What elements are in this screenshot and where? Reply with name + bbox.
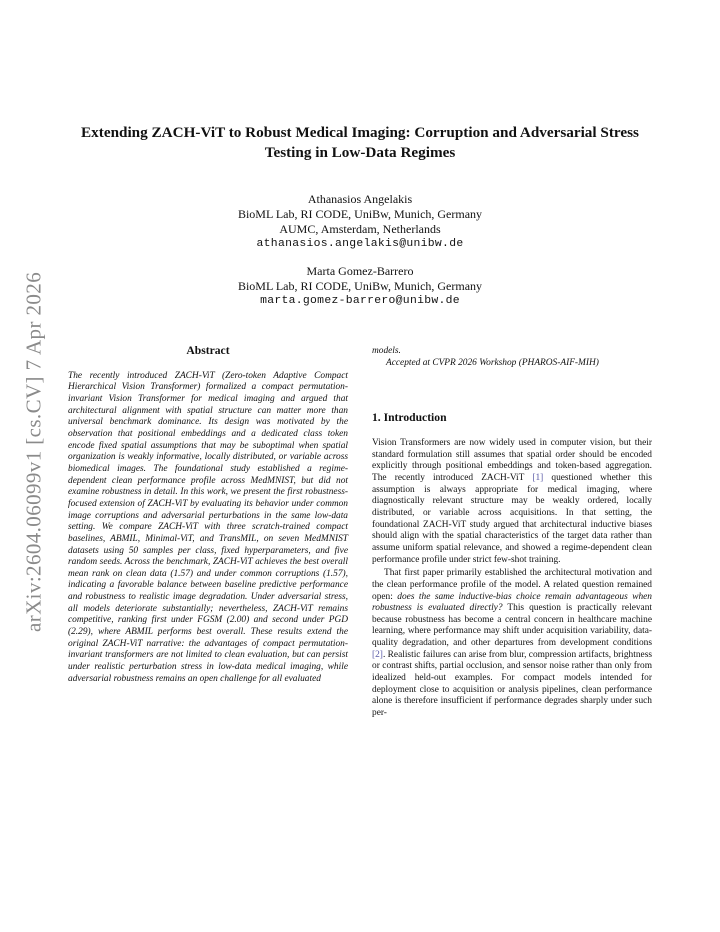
author-name: Athanasios Angelakis [307,192,413,206]
abstract-heading: Abstract [186,344,230,357]
citation-link[interactable]: [1] [532,472,544,483]
author-email[interactable]: marta.gomez-barrero@unibw.de [260,295,460,307]
author-block [120,192,600,252]
left-column [68,345,348,685]
author-affiliation: AUMC, Amsterdam, Netherlands [279,222,441,236]
abstract-continuation: models. [372,346,401,356]
section-heading-introduction: 1. Introduction [372,411,447,425]
author-email[interactable]: athanasios.angelakis@unibw.de [256,238,464,250]
right-column [372,346,652,720]
citation-link[interactable]: [2] [372,649,383,660]
author-affiliation: BioML Lab, RI CODE, UniBw, Munich, Germany [237,207,483,221]
intro-paragraph-1: Vision Transformers are now widely used in computer vision, but their standard formulation still assumes that spatial order should be encoded explicitly through positional embeddings and token-based aggregation. The recently introduced ZACH-ViT [1] questioned whether this assumption is always appropriate for medical imaging, where diagnostically relevant structure may be weakly ordered, locally distributed, or variable across acquisitions. In that setting, the foundational ZACH-ViT study argued that architectural inductive biases should align with the spatial characteristics of the target data rather than assume uniform spatial relevance, and showed a regime-dependent clean performance profile under strict few-shot training. [372,437,652,565]
abstract-body: The recently introduced ZACH-ViT (Zero-token Adaptive Compact Hierarchical Vision Transformer) formalized a compact permutation-invariant Vision Transformer for medical imaging and argued that architectural alignment with spatial structure can matter more than universal benchmark dominance. Its design was motivated by the observation that positional embeddings and a dedicated class token encode fixed spatial assumptions that may be suboptimal when spatial organization is weakly informative, locally distributed, or variable across biomedical images. The foundational study established a regime-dependent clean performance profile across MedMNIST, but did not examine robustness in detail. In this work, we present the first robustness-focused extension of ZACH-ViT by evaluating its behavior under common image corruptions and adversarial perturbations in the same low-data setting. We compare ZACH-ViT with three scratch-trained compact baselines, ABMIL, Minimal-ViT, and TransMIL, on seven MedMNIST datasets using 50 samples per class, fixed hyperparameters, and five random seeds. Across the benchmark, ZACH-ViT achieves the best overall mean rank on clean data (1.57) and under common corruptions (1.57), indicating a favorable balance between baseline predictive performance and robustness to realistic image degradation. Under adversarial stress, all models deteriorate substantially; nevertheless, ZACH-ViT remains competitive, ranking first under FGSM (2.00) and second under PGD (2.29), where ABMIL performs best overall. These results extend the original ZACH-ViT narrative: the advantages of compact permutation-invariant transformers are not limited to clean evaluation, but can persist under realistic perturbation stress in low-data medical imaging, while adversarial robustness remains an open challenge for all evaluated [68,370,348,684]
paper-title: Extending ZACH-ViT to Robust Medical Imaging: Corruption and Adversarial Stress Testing in Low-Data Regimes [81,124,639,161]
intro-paragraph-2: That first paper primarily established the architectural motivation and the clean performance profile of the model. A related question remained open: does the same inductive-bias choice remain advantageous when robustness is evaluated directly? This question is practically relevant because robustness has become a central concern in healthcare machine learning, where performance may shift under acquisition variability, data-quality degradation, and other departures from development conditions [2]. Realistic failures can arise from blur, compression artifacts, brightness or contrast shifts, partial occlusion, and sensor noise rather than only from idealized held-out examples. For compact models intended for deployment close to acquisition or analysis pipelines, clean performance alone is therefore insufficient if performance degrades sharply under such per- [372,568,652,719]
author-name: Marta Gomez-Barrero [306,264,414,278]
author-affiliation: BioML Lab, RI CODE, UniBw, Munich, Germany [237,279,483,293]
arxiv-identifier: arXiv:2604.06099v1 [cs.CV] 7 Apr 2026 [21,271,46,633]
acceptance-note: Accepted at CVPR 2026 Workshop (PHAROS-AIF-MIH) [386,357,599,368]
author-block [120,264,600,309]
